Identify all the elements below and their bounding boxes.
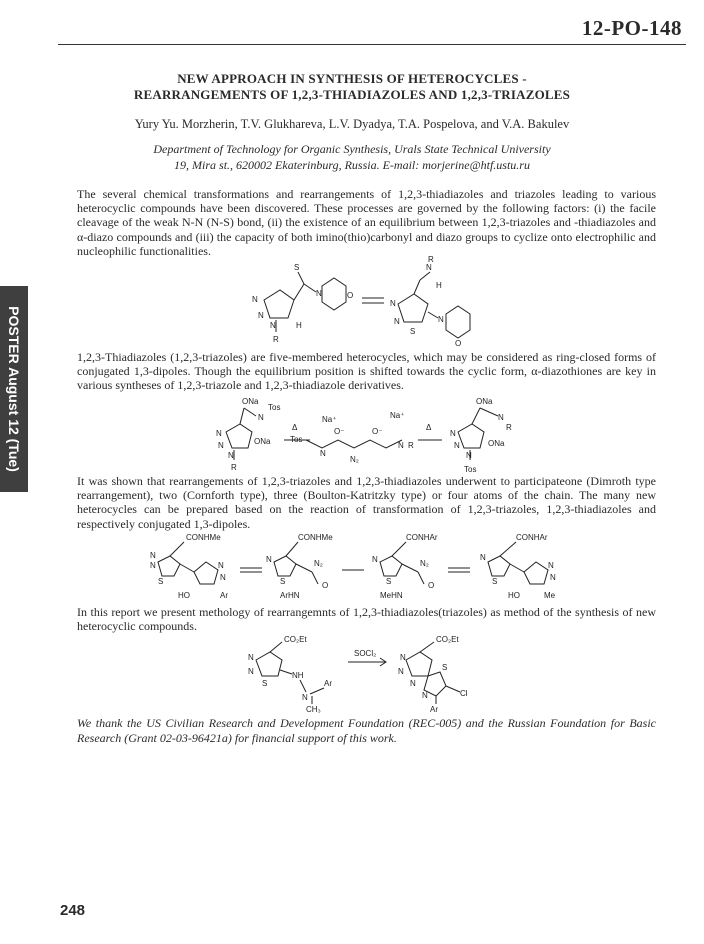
- atom-label: CO₂Et: [284, 635, 307, 644]
- thiadiazole-ring: [158, 556, 180, 576]
- atom-label: N: [218, 561, 224, 570]
- atom-label: N: [550, 573, 556, 582]
- side-tab-label: POSTER August 12 (Tue): [6, 306, 22, 472]
- atom-label: CONHMe: [298, 533, 333, 542]
- atom-label: N: [248, 667, 254, 676]
- atom-label: N: [398, 667, 404, 676]
- atom-label: H: [436, 281, 442, 290]
- atom-label: CONHAr: [516, 533, 548, 542]
- atom-label: R: [428, 255, 434, 264]
- atom-label: S: [158, 577, 164, 586]
- fused-ring-a: [406, 652, 432, 676]
- paragraph-intro: The several chemical transformations and rearrangements of 1,2,3-thiadiazoles and triazoles leading to various heterocyclic compounds have been discovered. These processes are governed by the following factors: (i) the facile cleavage of the weak N-N (N-S) bond, (ii) the existence of an equilibrium between 1,2,3-triazoles and -thiadiazoles and α-diazo compounds and (iii) the capacity of both imino(thio)carbonyl and diazo groups to cyclize onto electrophilic and nucleophilic functionalities.: [77, 187, 656, 258]
- thiadiazole-ring: [274, 556, 296, 576]
- atom-label: N₂: [350, 455, 359, 464]
- atom-label: S: [386, 577, 392, 586]
- atom-label: Ar: [324, 679, 332, 688]
- atom-label: Tos: [268, 403, 281, 412]
- atom-label: N: [450, 429, 456, 438]
- poster-side-tab: [0, 286, 28, 492]
- acknowledgement: We thank the US Civilian Research and Development Foundation (REC-005) and the Russian Foundation for Basic Research (Grant 02-03-96421a) for financial support of this work.: [77, 716, 656, 745]
- atom-label: CONHAr: [406, 533, 438, 542]
- atom-label: ONa: [488, 439, 505, 448]
- thiadiazole-ring: [380, 556, 402, 576]
- triazole-ring: [226, 424, 252, 448]
- atom-label: ONa: [242, 397, 259, 406]
- triazole-ring: [524, 562, 548, 584]
- atom-label: N: [400, 653, 406, 662]
- condition-label: Δ: [426, 423, 432, 432]
- scheme-1-equilibrium: [250, 255, 500, 348]
- thiadiazole-ring: [256, 652, 282, 676]
- atom-label: R: [273, 335, 279, 344]
- atom-label: CONHMe: [186, 533, 221, 542]
- atom-label: CH₃: [306, 705, 321, 714]
- atom-label: N: [390, 299, 396, 308]
- atom-label: N: [228, 451, 234, 460]
- morpholine-ring: [322, 278, 346, 310]
- header-rule: [58, 44, 686, 45]
- affiliation: [0, 141, 704, 173]
- atom-label: S: [410, 327, 416, 336]
- atom-label: N: [438, 315, 444, 324]
- scheme-2-diazothione: [210, 396, 550, 476]
- atom-label: N: [220, 573, 226, 582]
- atom-label: CO₂Et: [436, 635, 459, 644]
- morpholine-ring: [446, 306, 470, 338]
- atom-label: S: [442, 663, 448, 672]
- atom-label: S: [294, 263, 300, 272]
- scheme-4-synthesis: [240, 634, 490, 714]
- atom-label: N: [218, 441, 224, 450]
- atom-label: N: [316, 289, 322, 298]
- atom-label: ONa: [476, 397, 493, 406]
- triazole-ring: [194, 562, 218, 584]
- atom-label: N₂: [420, 559, 429, 568]
- atom-label: Ar: [220, 591, 228, 600]
- paragraph-report: In this report we present methology of rearrangemnts of 1,2,3-thiadiazoles(triazoles) as method of the synthesis of new heterocyclic compounds.: [77, 605, 656, 634]
- atom-label: Tos: [290, 435, 303, 444]
- atom-label: N: [372, 555, 378, 564]
- atom-label: R: [408, 441, 414, 450]
- title-line-1: NEW APPROACH IN SYNTHESIS OF HETEROCYCLES -: [177, 71, 527, 86]
- atom-label: O: [455, 339, 462, 348]
- atom-label: N: [270, 321, 276, 330]
- atom-label: N: [480, 553, 486, 562]
- atom-label: N: [454, 441, 460, 450]
- triazole-ring: [264, 290, 294, 318]
- atom-label: S: [262, 679, 268, 688]
- atom-label: N: [466, 451, 472, 460]
- atom-label: N: [394, 317, 400, 326]
- condition-label: Δ: [292, 423, 298, 432]
- atom-label: N: [320, 449, 326, 458]
- thiadiazole-ring: [398, 294, 428, 322]
- atom-label: N: [258, 413, 264, 422]
- paragraph-thiadiazoles: 1,2,3-Thiadiazoles (1,2,3-triazoles) are five-membered heterocycles, which may be considered as ring-closed forms of conjugated 1,3-dipoles. Though the equilibrium position is shifted towards the cyclic form, α-diazothiones are key in various syntheses of 1,2,3-triazole and 1,2,3-thiadiazole derivatives.: [77, 350, 656, 393]
- atom-label: N: [216, 429, 222, 438]
- atom-label: N: [150, 551, 156, 560]
- abstract-code: 12-PO-148: [581, 16, 682, 40]
- atom-label: N: [426, 263, 432, 272]
- reagent-label: SOCl₂: [354, 649, 377, 658]
- atom-label: ArHN: [280, 591, 300, 600]
- atom-label: Na⁺: [390, 411, 405, 420]
- atom-label: N: [548, 561, 554, 570]
- atom-label: N: [302, 693, 308, 702]
- atom-label: Ar: [430, 705, 438, 714]
- open-chain: [306, 440, 402, 448]
- affiliation-line-2: 19, Mira st., 620002 Ekaterinburg, Russia. E-mail: morjerine@htf.ustu.ru: [174, 158, 530, 172]
- scheme-3-rearrangement: [148, 532, 568, 604]
- atom-label: ONa: [254, 437, 271, 446]
- triazole-ring: [458, 424, 484, 448]
- paragraph-rearrangements: It was shown that rearrangements of 1,2,3-triazoles and 1,2,3-thiadiazoles underwent to participateone (Dimroth type rearrangement), two (Cornforth type), three (Boulton-Katritzky type) or four atoms of the chain. The many new heterocycles can be prepared based on the reaction of transformation of 1,2,3-triazoles, 1,2,3-thiadiazoles and respectively conjugated 1,3-dipoles.: [77, 474, 656, 531]
- atom-label: H: [296, 321, 302, 330]
- atom-label: MeHN: [380, 591, 403, 600]
- atom-label: O⁻: [372, 427, 383, 436]
- atom-label: N: [248, 653, 254, 662]
- page-number: 248: [60, 902, 86, 919]
- atom-label: HO: [508, 591, 520, 600]
- affiliation-line-1: Department of Technology for Organic Synthesis, Urals State Technical University: [153, 142, 551, 156]
- atom-label: N: [398, 441, 404, 450]
- title-line-2: REARRANGEMENTS OF 1,2,3-THIADIAZOLES AND 1,2,3-TRIAZOLES: [133, 87, 571, 102]
- atom-label: S: [492, 577, 498, 586]
- atom-label: NH: [292, 671, 304, 680]
- atom-label: R: [231, 463, 237, 472]
- atom-label: N: [252, 295, 258, 304]
- atom-label: N: [150, 561, 156, 570]
- atom-label: R: [506, 423, 512, 432]
- atom-label: N₂: [314, 559, 323, 568]
- atom-label: N: [258, 311, 264, 320]
- paper-title: [0, 71, 704, 103]
- atom-label: O⁻: [334, 427, 345, 436]
- atom-label: N: [498, 413, 504, 422]
- thiadiazole-ring: [488, 556, 510, 576]
- atom-label: Tos: [464, 465, 477, 474]
- atom-label: O: [322, 581, 329, 590]
- atom-label: S: [280, 577, 286, 586]
- atom-label: N: [410, 679, 416, 688]
- atom-label: O: [428, 581, 435, 590]
- atom-label: O: [347, 291, 354, 300]
- atom-label: Cl: [460, 689, 468, 698]
- atom-label: N: [422, 691, 428, 700]
- atom-label: Na⁺: [322, 415, 337, 424]
- author-list: Yury Yu. Morzherin, T.V. Glukhareva, L.V. Dyadya, T.A. Pospelova, and V.A. Bakulev: [134, 117, 570, 131]
- atom-label: HO: [178, 591, 190, 600]
- atom-label: N: [266, 555, 272, 564]
- atom-label: Me: [544, 591, 556, 600]
